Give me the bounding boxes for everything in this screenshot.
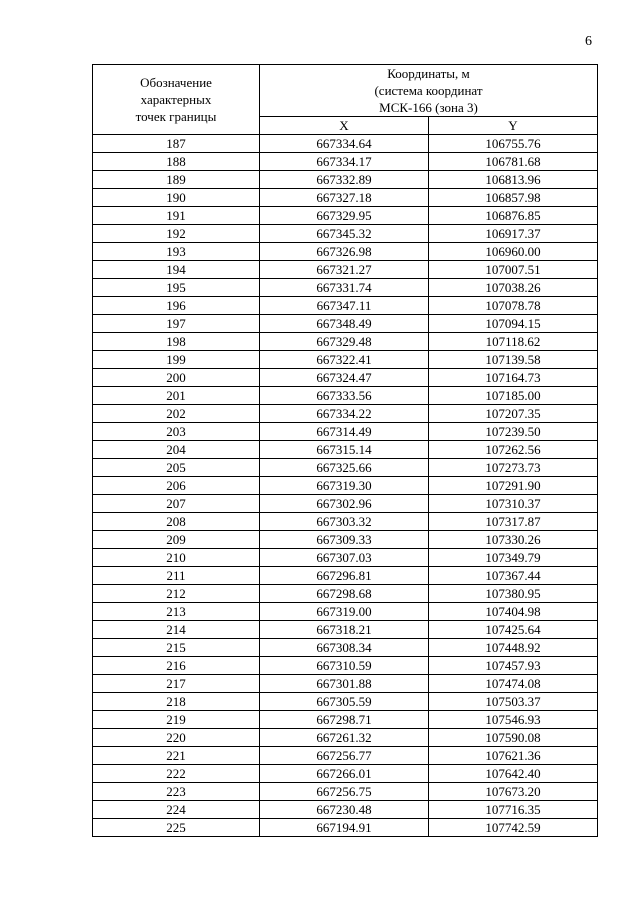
point-id-cell: 207 xyxy=(93,495,260,513)
point-id-cell: 200 xyxy=(93,369,260,387)
x-coordinate-cell: 667347.11 xyxy=(260,297,429,315)
table-row xyxy=(93,351,598,369)
point-header-line: Обозначение xyxy=(140,75,212,90)
y-coordinate-cell: 106876.85 xyxy=(429,207,598,225)
x-coordinate-cell: 667230.48 xyxy=(260,801,429,819)
y-coordinate-cell: 107262.56 xyxy=(429,441,598,459)
x-coordinate-cell: 667329.95 xyxy=(260,207,429,225)
x-coordinate-cell: 667334.22 xyxy=(260,405,429,423)
y-coordinate-cell: 107474.08 xyxy=(429,675,598,693)
table-row xyxy=(93,207,598,225)
point-id-cell: 208 xyxy=(93,513,260,531)
coordinates-header xyxy=(260,65,598,117)
y-coordinate-cell: 107207.35 xyxy=(429,405,598,423)
y-coordinate-cell: 107239.50 xyxy=(429,423,598,441)
point-header-line: точек границы xyxy=(135,109,217,124)
table-row xyxy=(93,513,598,531)
point-id-cell: 202 xyxy=(93,405,260,423)
table-row xyxy=(93,189,598,207)
point-id-cell: 206 xyxy=(93,477,260,495)
point-id-cell: 209 xyxy=(93,531,260,549)
point-id-cell: 218 xyxy=(93,693,260,711)
point-id-cell: 204 xyxy=(93,441,260,459)
y-coordinate-cell: 107425.64 xyxy=(429,621,598,639)
coords-header-line: Координаты, м xyxy=(387,66,470,81)
point-id-cell: 223 xyxy=(93,783,260,801)
y-coordinate-cell: 107164.73 xyxy=(429,369,598,387)
x-coordinate-cell: 667319.30 xyxy=(260,477,429,495)
y-coordinate-cell: 107078.78 xyxy=(429,297,598,315)
point-id-cell: 216 xyxy=(93,657,260,675)
x-coordinate-cell: 667308.34 xyxy=(260,639,429,657)
point-header-line: характерных xyxy=(140,92,212,107)
x-coordinate-cell: 667256.75 xyxy=(260,783,429,801)
table-row xyxy=(93,603,598,621)
x-coordinate-cell: 667305.59 xyxy=(260,693,429,711)
table-row xyxy=(93,729,598,747)
table-row xyxy=(93,801,598,819)
point-id-cell: 225 xyxy=(93,819,260,837)
point-id-cell: 221 xyxy=(93,747,260,765)
x-column-header: X xyxy=(260,117,429,135)
table-row xyxy=(93,153,598,171)
table-row xyxy=(93,639,598,657)
table-row xyxy=(93,315,598,333)
point-id-cell: 222 xyxy=(93,765,260,783)
x-coordinate-cell: 667329.48 xyxy=(260,333,429,351)
point-id-cell: 215 xyxy=(93,639,260,657)
y-coordinate-cell: 107367.44 xyxy=(429,567,598,585)
point-id-cell: 214 xyxy=(93,621,260,639)
table-row xyxy=(93,369,598,387)
point-id-cell: 212 xyxy=(93,585,260,603)
x-coordinate-cell: 667333.56 xyxy=(260,387,429,405)
y-coordinate-cell: 107317.87 xyxy=(429,513,598,531)
point-id-cell: 190 xyxy=(93,189,260,207)
y-coordinate-cell: 107380.95 xyxy=(429,585,598,603)
y-coordinate-cell: 106781.68 xyxy=(429,153,598,171)
y-coordinate-cell: 107330.26 xyxy=(429,531,598,549)
point-designation-header xyxy=(93,65,260,135)
table-row xyxy=(93,441,598,459)
point-id-cell: 219 xyxy=(93,711,260,729)
table-row xyxy=(93,747,598,765)
y-coordinate-cell: 107118.62 xyxy=(429,333,598,351)
table-row xyxy=(93,549,598,567)
x-coordinate-cell: 667266.01 xyxy=(260,765,429,783)
y-coordinate-cell: 107185.00 xyxy=(429,387,598,405)
table-row xyxy=(93,675,598,693)
x-coordinate-cell: 667318.21 xyxy=(260,621,429,639)
y-coordinate-cell: 107503.37 xyxy=(429,693,598,711)
table-header xyxy=(93,65,598,135)
point-id-cell: 188 xyxy=(93,153,260,171)
x-coordinate-cell: 667348.49 xyxy=(260,315,429,333)
table-row xyxy=(93,819,598,837)
x-coordinate-cell: 667332.89 xyxy=(260,171,429,189)
x-coordinate-cell: 667194.91 xyxy=(260,819,429,837)
x-coordinate-cell: 667261.32 xyxy=(260,729,429,747)
point-id-cell: 193 xyxy=(93,243,260,261)
x-coordinate-cell: 667315.14 xyxy=(260,441,429,459)
y-coordinate-cell: 107642.40 xyxy=(429,765,598,783)
point-id-cell: 194 xyxy=(93,261,260,279)
y-coordinate-cell: 107094.15 xyxy=(429,315,598,333)
table-row xyxy=(93,783,598,801)
y-coordinate-cell: 107038.26 xyxy=(429,279,598,297)
y-coordinate-cell: 107139.58 xyxy=(429,351,598,369)
y-coordinate-cell: 107716.35 xyxy=(429,801,598,819)
y-coordinate-cell: 107291.90 xyxy=(429,477,598,495)
table-row xyxy=(93,279,598,297)
table-row xyxy=(93,477,598,495)
page-number: 6 xyxy=(585,34,592,49)
table-row xyxy=(93,657,598,675)
x-coordinate-cell: 667298.71 xyxy=(260,711,429,729)
y-column-header: Y xyxy=(429,117,598,135)
y-coordinate-cell: 107590.08 xyxy=(429,729,598,747)
y-coordinate-cell: 107007.51 xyxy=(429,261,598,279)
x-coordinate-cell: 667256.77 xyxy=(260,747,429,765)
y-coordinate-cell: 107457.93 xyxy=(429,657,598,675)
point-id-cell: 213 xyxy=(93,603,260,621)
table-row xyxy=(93,711,598,729)
table-row xyxy=(93,693,598,711)
y-coordinate-cell: 106917.37 xyxy=(429,225,598,243)
point-id-cell: 187 xyxy=(93,135,260,153)
table-row xyxy=(93,765,598,783)
x-coordinate-cell: 667325.66 xyxy=(260,459,429,477)
point-id-cell: 217 xyxy=(93,675,260,693)
table-row xyxy=(93,423,598,441)
x-coordinate-cell: 667303.32 xyxy=(260,513,429,531)
point-id-cell: 201 xyxy=(93,387,260,405)
table-row xyxy=(93,459,598,477)
x-coordinate-cell: 667334.17 xyxy=(260,153,429,171)
point-id-cell: 196 xyxy=(93,297,260,315)
point-id-cell: 192 xyxy=(93,225,260,243)
y-coordinate-cell: 106960.00 xyxy=(429,243,598,261)
x-coordinate-cell: 667307.03 xyxy=(260,549,429,567)
point-id-cell: 211 xyxy=(93,567,260,585)
point-id-cell: 189 xyxy=(93,171,260,189)
table-row xyxy=(93,531,598,549)
y-coordinate-cell: 107349.79 xyxy=(429,549,598,567)
point-id-cell: 210 xyxy=(93,549,260,567)
x-coordinate-cell: 667321.27 xyxy=(260,261,429,279)
y-coordinate-cell: 107273.73 xyxy=(429,459,598,477)
x-coordinate-cell: 667298.68 xyxy=(260,585,429,603)
y-coordinate-cell: 106857.98 xyxy=(429,189,598,207)
x-coordinate-cell: 667310.59 xyxy=(260,657,429,675)
x-coordinate-cell: 667309.33 xyxy=(260,531,429,549)
table-row xyxy=(93,225,598,243)
x-coordinate-cell: 667334.64 xyxy=(260,135,429,153)
x-coordinate-cell: 667296.81 xyxy=(260,567,429,585)
point-id-cell: 197 xyxy=(93,315,260,333)
point-id-cell: 198 xyxy=(93,333,260,351)
y-coordinate-cell: 107673.20 xyxy=(429,783,598,801)
y-coordinate-cell: 107621.36 xyxy=(429,747,598,765)
table-row xyxy=(93,621,598,639)
table-row xyxy=(93,387,598,405)
table-row xyxy=(93,333,598,351)
y-coordinate-cell: 107546.93 xyxy=(429,711,598,729)
table-row xyxy=(93,405,598,423)
point-id-cell: 205 xyxy=(93,459,260,477)
coordinates-table xyxy=(92,64,598,837)
point-id-cell: 195 xyxy=(93,279,260,297)
table-row xyxy=(93,585,598,603)
x-coordinate-cell: 667301.88 xyxy=(260,675,429,693)
y-coordinate-cell: 107742.59 xyxy=(429,819,598,837)
point-id-cell: 203 xyxy=(93,423,260,441)
x-coordinate-cell: 667314.49 xyxy=(260,423,429,441)
table-body xyxy=(93,135,598,837)
y-coordinate-cell: 106755.76 xyxy=(429,135,598,153)
point-id-cell: 199 xyxy=(93,351,260,369)
x-coordinate-cell: 667326.98 xyxy=(260,243,429,261)
table-row xyxy=(93,171,598,189)
x-coordinate-cell: 667331.74 xyxy=(260,279,429,297)
y-coordinate-cell: 107404.98 xyxy=(429,603,598,621)
x-coordinate-cell: 667302.96 xyxy=(260,495,429,513)
table-row xyxy=(93,261,598,279)
table-row xyxy=(93,495,598,513)
y-coordinate-cell: 106813.96 xyxy=(429,171,598,189)
y-coordinate-cell: 107310.37 xyxy=(429,495,598,513)
point-id-cell: 224 xyxy=(93,801,260,819)
y-coordinate-cell: 107448.92 xyxy=(429,639,598,657)
table-row xyxy=(93,243,598,261)
table-row xyxy=(93,297,598,315)
x-coordinate-cell: 667319.00 xyxy=(260,603,429,621)
point-id-cell: 220 xyxy=(93,729,260,747)
table-row xyxy=(93,567,598,585)
x-coordinate-cell: 667322.41 xyxy=(260,351,429,369)
point-id-cell: 191 xyxy=(93,207,260,225)
table-row xyxy=(93,135,598,153)
x-coordinate-cell: 667345.32 xyxy=(260,225,429,243)
x-coordinate-cell: 667324.47 xyxy=(260,369,429,387)
x-coordinate-cell: 667327.18 xyxy=(260,189,429,207)
coords-header-line: МСК-166 (зона 3) xyxy=(379,100,478,115)
coords-header-line: (система координат xyxy=(374,83,483,98)
